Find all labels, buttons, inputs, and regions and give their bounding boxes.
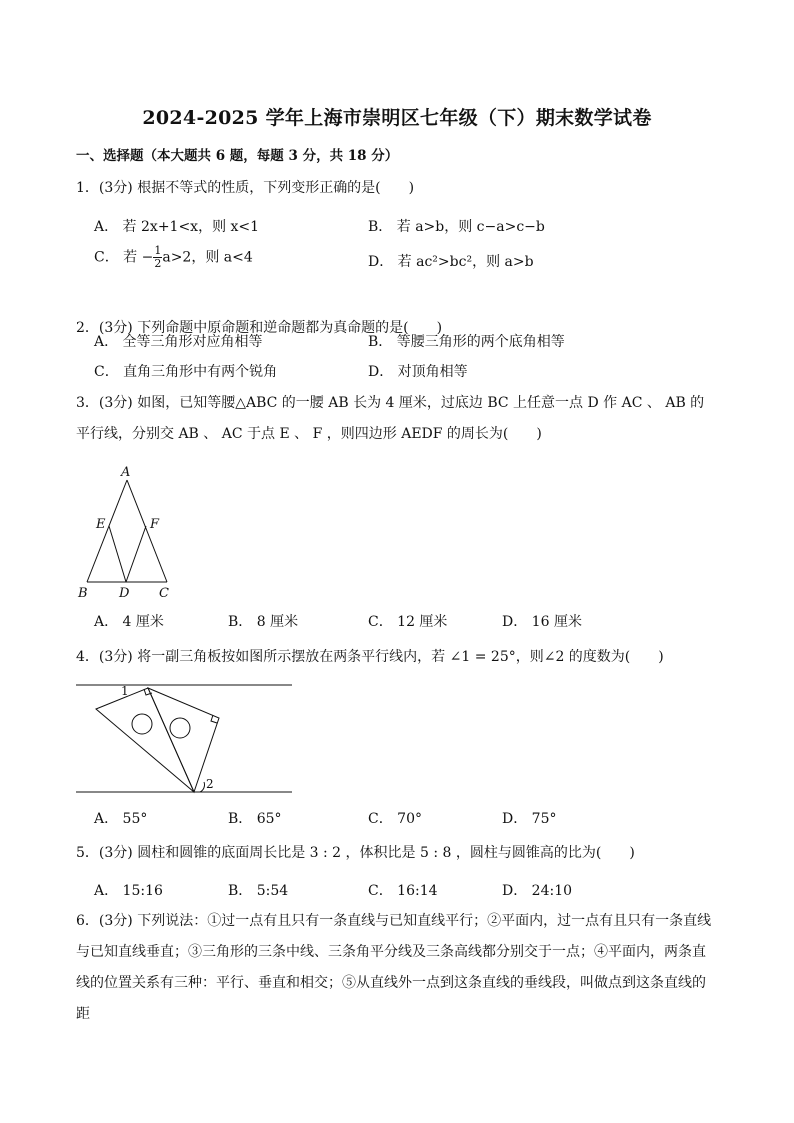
q3-option-a: A． 4 厘米 <box>94 614 164 630</box>
question-1-stem: 1．(3分) 根据不等式的性质，下列变形正确的是( ) <box>76 180 415 196</box>
fraction <box>153 245 162 270</box>
question-2-stem: 2．(3分) 下列命题中原命题和逆命题都为真命题的是( ) <box>76 320 443 336</box>
q3-option-d: D． 16 厘米 <box>502 614 582 630</box>
angle-2-arc <box>200 782 205 792</box>
q1-option-a: A． 若 2x+1<x，则 x<1 <box>94 219 260 235</box>
question-4-stem: 4．(3分) 将一副三角板按如图所示摆放在两条平行线内，若 ∠1 = 25°，则∠2 的度数为( ) <box>76 649 664 665</box>
q1-option-c <box>94 245 253 270</box>
triangle-left <box>96 688 194 792</box>
question-5-stem: 5．(3分) 圆柱和圆锥的底面周长比是 3 : 2 ，体积比是 5 : 8 ，圆柱与圆锥高的比为( ) <box>76 845 635 861</box>
question-3-stem: 3．(3分) 如图，已知等腰△ABC 的一腰 AB 长为 4 厘米，过底边 BC 上任意一点 D 作 AC 、 AB 的平行线，分别交 AB 、 AC 于点 E 、 F ，则四边形 AEDF 的周长为( ) <box>76 395 705 442</box>
triangle-figure <box>76 460 186 600</box>
segment-df <box>126 526 146 582</box>
circle-hole-left <box>132 714 152 734</box>
q4-option-b: B． 65° <box>228 811 282 827</box>
q2-option-d: D． 对顶角相等 <box>368 364 468 380</box>
label-e: E <box>96 517 106 532</box>
q4-option-c: C． 70° <box>368 811 422 827</box>
question-6-text: 6．(3分) 下列说法：①过一点有且只有一条直线与已知直线平行；②平面内，过一点有且只有一条直线与已知直线垂直；③三角形的三条中线、三条角平分线及三条高线都分别交于一点；④平面内，两条直线的位置关系有三种：平行、垂直和相交；⑤从直线外一点到这条直线的垂线段，叫做点到这条直线的距 <box>76 913 712 1022</box>
q1-option-c-suffix: a>2，则 a<4 <box>162 249 253 266</box>
fraction-denominator: 2 <box>154 257 162 270</box>
q2-option-b: B． 等腰三角形的两个底角相等 <box>368 334 565 350</box>
page-title: 2024-2025 学年上海市崇明区七年级（下）期末数学试卷 <box>142 107 652 129</box>
segment-ac <box>127 480 167 582</box>
q1-option-b: B． 若 a>b，则 c−a>c−b <box>368 219 545 235</box>
q4-option-a: A． 55° <box>94 811 148 827</box>
q3-option-c: C． 12 厘米 <box>368 614 448 630</box>
segment-de <box>109 526 126 582</box>
label-b: B <box>78 586 88 601</box>
set-square-figure <box>76 676 296 798</box>
q5-option-c: C． 16:14 <box>368 883 438 899</box>
q1-option-c-prefix: C． 若 − <box>94 249 154 266</box>
q1-option-d: D． 若 ac²>bc²，则 a>b <box>368 254 534 270</box>
q3-option-b: B． 8 厘米 <box>228 614 299 630</box>
label-f: F <box>150 517 160 532</box>
circle-hole-right <box>170 718 190 738</box>
angle-1-label: 1 <box>121 684 129 698</box>
label-a: A <box>121 465 131 480</box>
section-heading: 一、选择题（本大题共 6 题，每题 3 分，共 18 分） <box>76 148 399 164</box>
q2-option-a: A． 全等三角形对应角相等 <box>94 334 263 350</box>
q5-option-a: A． 15:16 <box>94 883 163 899</box>
q4-option-d: D． 75° <box>502 811 557 827</box>
label-c: C <box>159 586 169 601</box>
q5-option-d: D． 24:10 <box>502 883 573 899</box>
fraction-numerator: 1 <box>154 244 162 257</box>
q5-option-b: B． 5:54 <box>228 883 289 899</box>
angle-2-label: 2 <box>206 777 214 791</box>
label-d: D <box>119 586 130 601</box>
q2-option-c: C． 直角三角形中有两个锐角 <box>94 364 278 380</box>
